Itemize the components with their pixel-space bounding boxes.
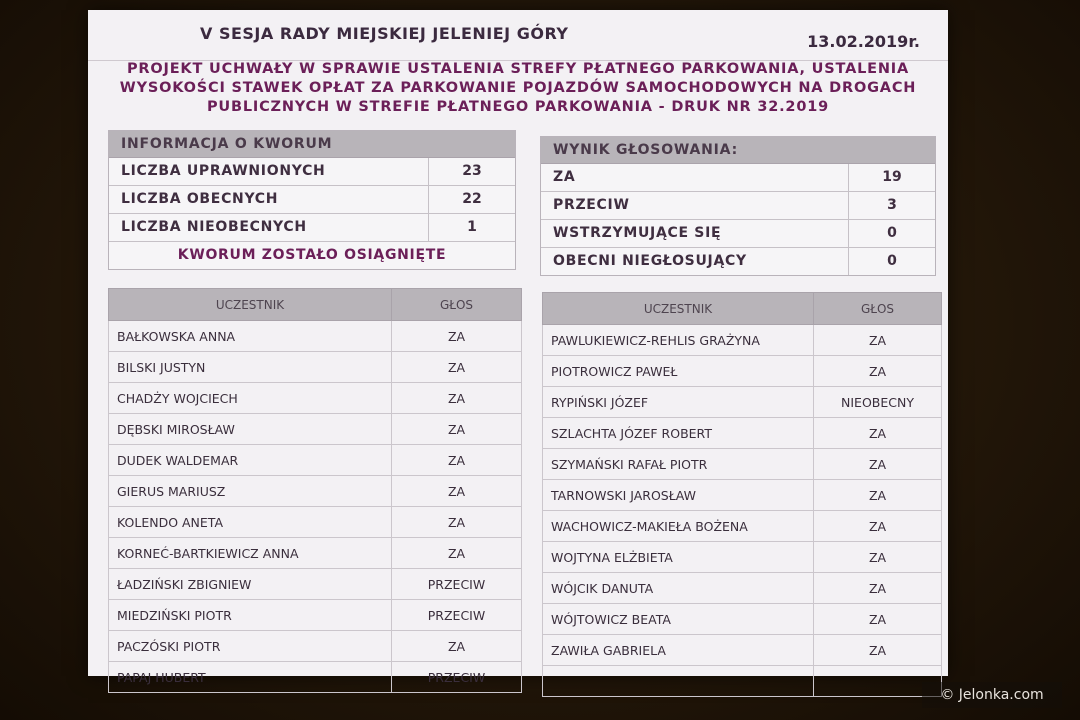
column-header-vote: GŁOS xyxy=(814,293,942,325)
table-row xyxy=(543,387,942,418)
result-row xyxy=(541,220,935,248)
resolution-line: PROJEKT UCHWAŁY W SPRAWIE USTALENIA STREFY PŁATNEGO PARKOWANIA, USTALENIA xyxy=(127,61,909,77)
table-row xyxy=(543,418,942,449)
result-panel xyxy=(540,136,936,276)
session-date: 13.02.2019r. xyxy=(807,32,920,51)
participant-name: PACZÓSKI PIOTR xyxy=(109,631,392,662)
table-row xyxy=(109,538,522,569)
participant-vote: PRZECIW xyxy=(392,662,522,693)
quorum-status: KWORUM ZOSTAŁO OSIĄGNIĘTE xyxy=(177,247,447,263)
table-row xyxy=(109,507,522,538)
quorum-label: LICZBA OBECNYCH xyxy=(109,186,429,213)
participant-vote: ZA xyxy=(392,414,522,445)
participant-vote: ZA xyxy=(814,511,942,542)
participant-vote: ZA xyxy=(814,542,942,573)
quorum-row xyxy=(109,214,515,242)
participant-vote: NIEOBECNY xyxy=(814,387,942,418)
session-title: V SESJA RADY MIEJSKIEJ JELENIEJ GÓRY xyxy=(200,24,569,43)
result-row xyxy=(541,248,935,275)
quorum-title: INFORMACJA O KWORUM xyxy=(109,131,515,158)
table-row xyxy=(543,604,942,635)
table-row xyxy=(109,383,522,414)
table-row xyxy=(543,511,942,542)
table-row xyxy=(543,573,942,604)
result-label: WSTRZYMUJĄCE SIĘ xyxy=(541,220,849,247)
left-table-body xyxy=(109,321,522,693)
table-row xyxy=(543,449,942,480)
quorum-label: LICZBA UPRAWNIONYCH xyxy=(109,158,429,185)
resolution-title xyxy=(98,60,938,118)
column-header-participant: UCZESTNIK xyxy=(543,293,814,325)
participant-name: PAWLUKIEWICZ-REHLIS GRAŻYNA xyxy=(543,325,814,356)
result-value: 0 xyxy=(887,225,897,241)
participant-name: GIERUS MARIUSZ xyxy=(109,476,392,507)
quorum-label: LICZBA NIEOBECNYCH xyxy=(109,214,429,241)
participant-name: WÓJTOWICZ BEATA xyxy=(543,604,814,635)
quorum-value: 22 xyxy=(462,191,482,207)
participant-name: PIOTROWICZ PAWEŁ xyxy=(543,356,814,387)
result-label: OBECNI NIEGŁOSUJĄCY xyxy=(541,248,849,275)
participant-vote: ZA xyxy=(392,383,522,414)
participant-vote: ZA xyxy=(814,480,942,511)
table-row xyxy=(109,476,522,507)
participant-name: RYPIŃSKI JÓZEF xyxy=(543,387,814,418)
quorum-panel xyxy=(108,130,516,270)
participant-name: WÓJCIK DANUTA xyxy=(543,573,814,604)
column-header-participant: UCZESTNIK xyxy=(109,289,392,321)
participant-name: KORNEĆ-BARTKIEWICZ ANNA xyxy=(109,538,392,569)
result-row xyxy=(541,192,935,220)
quorum-value: 1 xyxy=(467,219,477,235)
participant-vote: ZA xyxy=(392,507,522,538)
participant-vote: ZA xyxy=(814,573,942,604)
participant-name: DUDEK WALDEMAR xyxy=(109,445,392,476)
participant-name: KOLENDO ANETA xyxy=(109,507,392,538)
quorum-row xyxy=(109,158,515,186)
participant-vote: ZA xyxy=(392,631,522,662)
participant-name: ZAWIŁA GABRIELA xyxy=(543,635,814,666)
table-row xyxy=(109,600,522,631)
participant-name: TARNOWSKI JAROSŁAW xyxy=(543,480,814,511)
participant-name: DĘBSKI MIROSŁAW xyxy=(109,414,392,445)
participant-vote: ZA xyxy=(392,352,522,383)
result-value: 3 xyxy=(887,197,897,213)
participant-vote: PRZECIW xyxy=(392,600,522,631)
resolution-line: WYSOKOŚCI STAWEK OPŁAT ZA PARKOWANIE POJAZDÓW SAMOCHODOWYCH NA DROGACH xyxy=(119,80,917,96)
projection-screen xyxy=(88,10,948,685)
watermark: © Jelonka.com xyxy=(922,682,1062,708)
participant-vote: ZA xyxy=(814,356,942,387)
participant-vote: ZA xyxy=(814,604,942,635)
participant-name: SZYMAŃSKI RAFAŁ PIOTR xyxy=(543,449,814,480)
table-row xyxy=(109,352,522,383)
participant-name: ŁADZIŃSKI ZBIGNIEW xyxy=(109,569,392,600)
result-label: PRZECIW xyxy=(541,192,849,219)
result-value: 19 xyxy=(882,169,902,185)
result-title: WYNIK GŁOSOWANIA: xyxy=(541,137,935,164)
table-row xyxy=(543,635,942,666)
right-table-body xyxy=(543,325,942,697)
participant-vote: ZA xyxy=(392,538,522,569)
participant-vote: ZA xyxy=(392,321,522,352)
participant-name: CHADŻY WOJCIECH xyxy=(109,383,392,414)
quorum-value: 23 xyxy=(462,163,482,179)
table-row xyxy=(109,445,522,476)
table-row xyxy=(543,542,942,573)
participant-name: BAŁKOWSKA ANNA xyxy=(109,321,392,352)
header-bar xyxy=(88,10,948,61)
participant-vote: PRZECIW xyxy=(392,569,522,600)
participant-name: WACHOWICZ-MAKIEŁA BOŻENA xyxy=(543,511,814,542)
votes-table-right xyxy=(542,292,942,697)
participant-vote: ZA xyxy=(814,635,942,666)
table-row xyxy=(543,325,942,356)
column-header-vote: GŁOS xyxy=(392,289,522,321)
table-row xyxy=(109,569,522,600)
table-row xyxy=(543,480,942,511)
participant-vote: ZA xyxy=(392,476,522,507)
table-row xyxy=(543,356,942,387)
participant-vote: ZA xyxy=(814,449,942,480)
table-row xyxy=(109,321,522,352)
table-row xyxy=(109,662,522,693)
resolution-line: PUBLICZNYCH W STREFIE PŁATNEGO PARKOWANIA - DRUK NR 32.2019 xyxy=(206,99,829,115)
participant-name: WOJTYNA ELŻBIETA xyxy=(543,542,814,573)
participant-name: PAPAJ HUBERT xyxy=(109,662,392,693)
result-value: 0 xyxy=(887,253,897,269)
participant-name: BILSKI JUSTYN xyxy=(109,352,392,383)
participant-name: SZLACHTA JÓZEF ROBERT xyxy=(543,418,814,449)
votes-table-left xyxy=(108,288,522,693)
result-row xyxy=(541,164,935,192)
participant-vote: ZA xyxy=(814,418,942,449)
participant-name: MIEDZIŃSKI PIOTR xyxy=(109,600,392,631)
participant-vote: ZA xyxy=(814,325,942,356)
quorum-row xyxy=(109,186,515,214)
table-row xyxy=(109,631,522,662)
participant-name xyxy=(543,666,814,697)
table-row xyxy=(543,666,942,697)
participant-vote: ZA xyxy=(392,445,522,476)
table-row xyxy=(109,414,522,445)
result-label: ZA xyxy=(541,164,849,191)
